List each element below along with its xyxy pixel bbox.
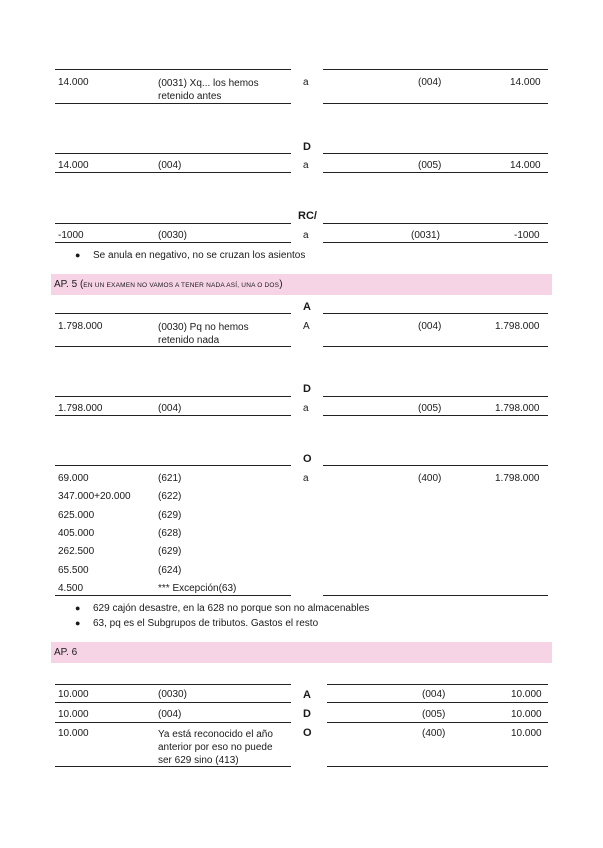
rule [55,103,291,104]
rule [327,684,548,685]
rule [55,722,291,723]
debit-amount: -1000 [58,230,84,241]
debit-concept: (0031) Xq... los hemos retenido antes [158,78,259,102]
debit-account: (629) [158,510,182,521]
rule [323,153,548,154]
debit-amount: 10.000 [58,689,89,700]
rule [55,69,291,70]
rule [55,684,291,685]
credit-amount: 10.000 [511,728,542,739]
entry-label: D [303,708,311,720]
rule [55,313,291,314]
separator: A [303,321,310,332]
credit-account: (005) [418,403,442,414]
debit-amount: 1.798.000 [58,321,103,332]
debit-concept: (004) [158,403,182,414]
section-header-ap5 [51,274,552,295]
section-title: AP. 6 [54,647,78,658]
rule [323,223,548,224]
entry-label: A [303,301,311,313]
rule [55,346,291,347]
entry-label: D [303,383,311,395]
credit-amount: 1.798.000 [495,473,540,484]
note-bullet: ● [75,603,81,613]
entry-label: RC/ [298,210,317,222]
note-text: 629 cajón desastre, en la 628 no porque son no almacenables [93,603,370,614]
debit-account: (621) [158,473,182,484]
debit-concept: (0030) [158,689,187,700]
credit-account: (004) [422,689,446,700]
separator: a [303,160,309,171]
entry-label: O [303,453,312,465]
credit-amount: 14.000 [510,160,541,171]
rule [327,702,548,703]
rule [323,172,548,173]
rule [323,346,548,347]
rule [323,313,548,314]
section-title: AP. 5 (EN UN EXAMEN NO VAMOS A TENER NADA ASÍ, UNA O DOS) [54,279,283,290]
rule [323,103,548,104]
note-text: 63, pq es el Subgrupos de tributos. Gastos el resto [93,618,319,629]
debit-amount: 625.000 [58,510,95,521]
debit-amount: 14.000 [58,77,89,88]
rule [55,415,291,416]
rule [55,242,291,243]
separator: a [303,230,309,241]
rule [323,415,548,416]
debit-account: *** Excepción(63) [158,583,237,594]
rule [55,766,291,767]
rule [323,69,548,70]
debit-amount: 69.000 [58,473,89,484]
debit-amount: 10.000 [58,728,89,739]
rule [323,242,548,243]
note-text: Se anula en negativo, no se cruzan los asientos [93,250,306,261]
rule [55,153,291,154]
credit-amount: 10.000 [511,709,542,720]
debit-amount: 65.500 [58,565,89,576]
entry-label: O [303,727,312,739]
credit-amount: -1000 [514,230,540,241]
credit-account: (400) [418,473,442,484]
entry-label: D [303,141,311,153]
separator: a [303,473,309,484]
debit-account: (628) [158,528,182,539]
rule [55,223,291,224]
debit-amount: 347.000+20.000 [58,491,131,502]
credit-amount: 14.000 [510,77,541,88]
rule [323,396,548,397]
debit-account: (622) [158,491,182,502]
entry-label: A [303,689,311,701]
debit-amount: 4.500 [58,583,84,594]
debit-amount: 10.000 [58,709,89,720]
section-header-ap6 [51,642,552,663]
credit-amount: 10.000 [511,689,542,700]
rule [55,396,291,397]
debit-concept: (0030) [158,230,187,241]
separator: a [303,77,309,88]
debit-account: (629) [158,546,182,557]
debit-amount: 14.000 [58,160,89,171]
debit-amount: 405.000 [58,528,95,539]
debit-concept: (004) [158,709,182,720]
rule [55,702,291,703]
credit-account: (005) [418,160,442,171]
rule [55,172,291,173]
credit-account: (004) [418,321,442,332]
debit-amount: 262.500 [58,546,95,557]
rule [327,722,548,723]
debit-concept: Ya está reconocido el año anterior por eso no puede ser 629 sino (413) [158,729,273,766]
separator: a [303,403,309,414]
rule [55,465,291,466]
credit-account: (400) [422,728,446,739]
rule [327,766,548,767]
rule [55,595,291,596]
rule [323,465,548,466]
debit-amount: 1.798.000 [58,403,103,414]
debit-concept: (004) [158,160,182,171]
credit-amount: 1.798.000 [495,403,540,414]
credit-account: (005) [422,709,446,720]
credit-amount: 1.798.000 [495,321,540,332]
debit-account: (624) [158,565,182,576]
credit-account: (0031) [411,230,440,241]
debit-concept: (0030) Pq no hemos retenido nada [158,322,249,346]
rule [323,595,548,596]
credit-account: (004) [418,77,442,88]
note-bullet: ● [75,250,81,260]
note-bullet: ● [75,618,81,628]
